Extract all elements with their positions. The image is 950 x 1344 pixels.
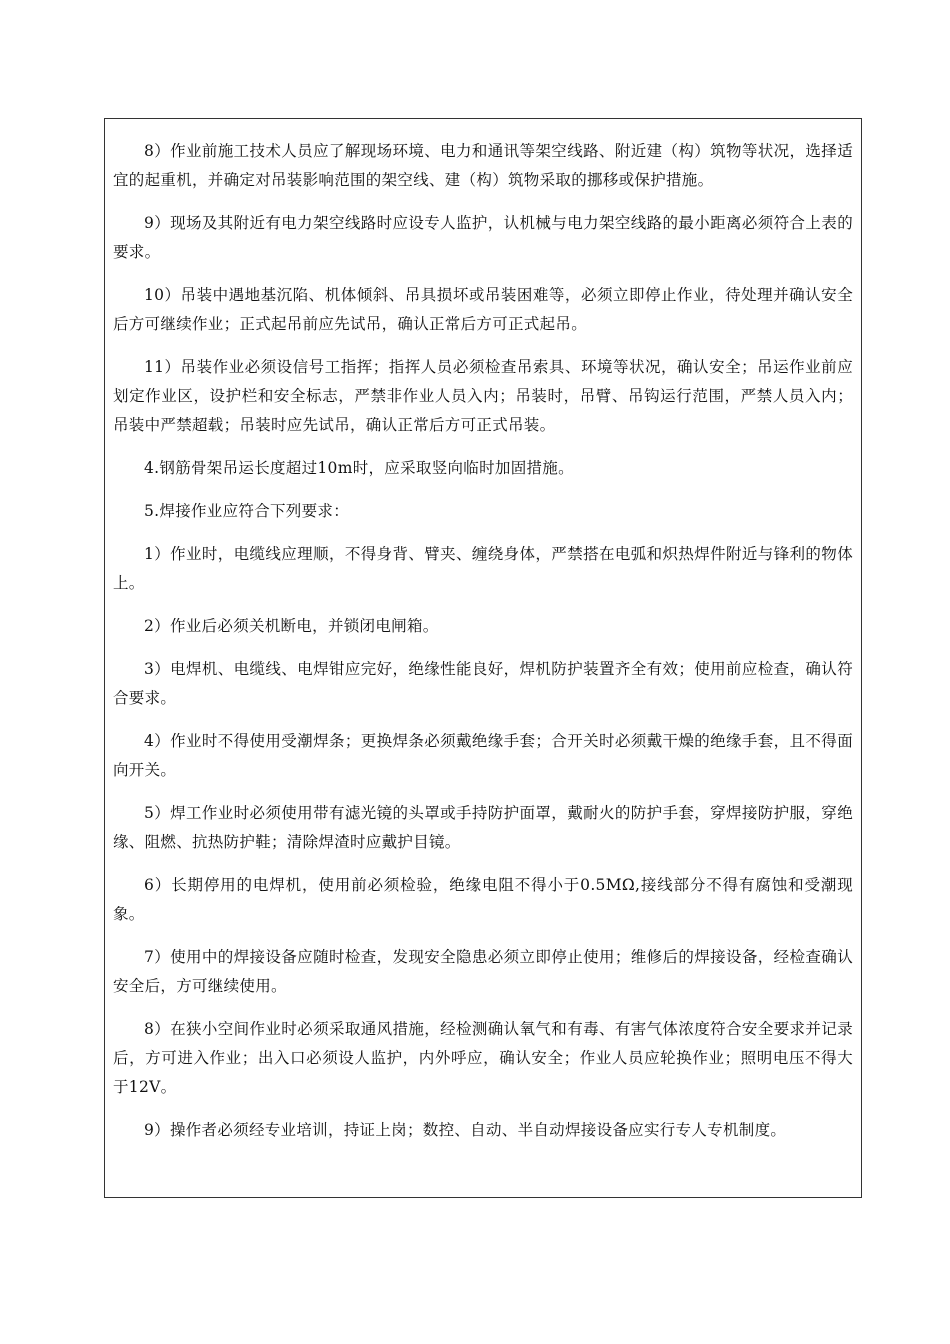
paragraph-confined-space: 8）在狭小空间作业时必须采取通风措施，经检测确认氧气和有毒、有害气体浓度符合安全要求并记录后，方可进入作业；出入口必须设人监护，内外呼应，确认安全；作业人员应轮换作业；照明电压不得大于12V。: [113, 1020, 853, 1096]
document-body: [113, 137, 853, 1159]
paragraph-power-line-monitor: 9）现场及其附近有电力架空线路时应设专人监护，认机械与电力架空线路的最小距离必须符合上表的要求。: [113, 214, 853, 261]
paragraph-operator-certification: 9）操作者必须经专业培训，持证上岗；数控、自动、半自动焊接设备应实行专人专机制度。: [144, 1121, 787, 1139]
paragraph-equipment-inspection: 7）使用中的焊接设备应随时检查，发现安全隐患必须立即停止使用；维修后的焊接设备，经检查确认安全后，方可继续使用。: [113, 948, 853, 995]
paragraph-rebar-cage-reinforcement: 4.钢筋骨架吊运长度超过10m时，应采取竖向临时加固措施。: [144, 459, 574, 477]
document-table-cell: [104, 118, 862, 1198]
paragraph-lifting-emergency: 10）吊装中遇地基沉陷、机体倾斜、吊具损坏或吊装困难等，必须立即停止作业，待处理并确认安全后方可继续作业；正式起吊前应先试吊，确认正常后方可正式起吊。: [113, 286, 853, 333]
paragraph-welding-electrode: 4）作业时不得使用受潮焊条；更换焊条必须戴绝缘手套；合开关时必须戴干燥的绝缘手套，且不得面向开关。: [113, 732, 853, 779]
paragraph-crane-survey: 8）作业前施工技术人员应了解现场环境、电力和通讯等架空线路、附近建（构）筑物等状况，选择适宜的起重机，并确定对吊装影响范围的架空线、建（构）筑物采取的挪移或保护措施。: [113, 142, 853, 189]
paragraph-signal-command: 11）吊装作业必须设信号工指挥；指挥人员必须检查吊索具、环境等状况，确认安全；吊运作业前应划定作业区，设护栏和安全标志，严禁非作业人员入内；吊装时，吊臂、吊钩运行范围，严禁人员入内；吊装中严禁超载；吊装时应先试吊，确认正常后方可正式吊装。: [113, 358, 853, 434]
paragraph-welding-heading: 5.焊接作业应符合下列要求：: [144, 502, 349, 520]
paragraph-idle-welder-inspection: 6）长期停用的电焊机，使用前必须检验，绝缘电阻不得小于0.5MΩ,接线部分不得有腐蚀和受潮现象。: [113, 876, 853, 923]
paragraph-welder-ppe: 5）焊工作业时必须使用带有滤光镜的头罩或手持防护面罩，戴耐火的防护手套，穿焊接防护服，穿绝缘、阻燃、抗热防护鞋；清除焊渣时应戴护目镜。: [113, 804, 853, 851]
paragraph-welding-equipment-check: 3）电焊机、电缆线、电焊钳应完好，绝缘性能良好，焊机防护装置齐全有效；使用前应检查，确认符合要求。: [113, 660, 853, 707]
paragraph-welding-cable: 1）作业时，电缆线应理顺，不得身背、臂夹、缠绕身体，严禁搭在电弧和炽热焊件附近与锋利的物体上。: [113, 545, 853, 592]
paragraph-welding-power-off: 2）作业后必须关机断电，并锁闭电闸箱。: [144, 617, 439, 635]
